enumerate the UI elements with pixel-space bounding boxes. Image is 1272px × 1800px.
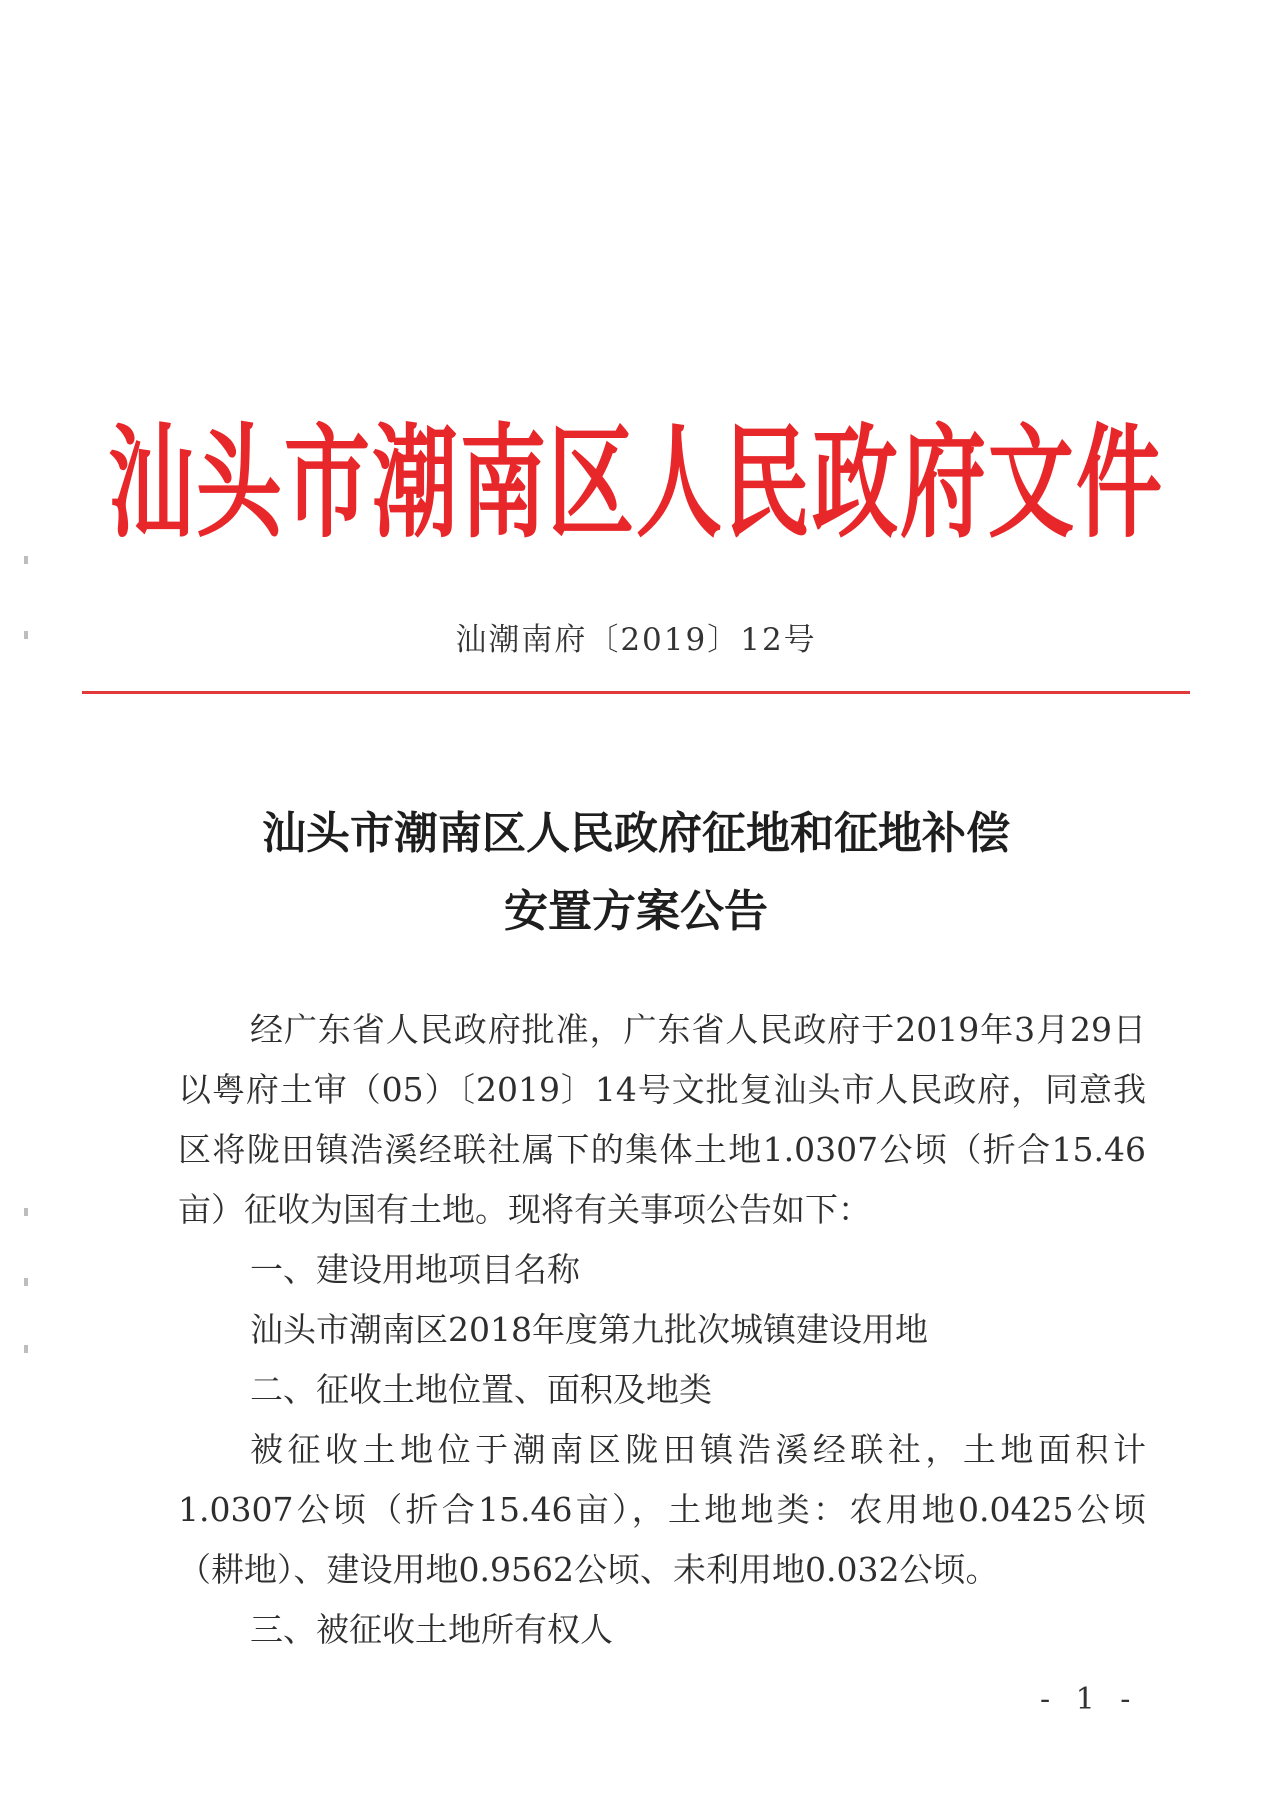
document-title bbox=[0, 795, 1272, 951]
title-line-2: 安置方案公告 bbox=[504, 886, 768, 937]
section-3-heading: 三、被征收土地所有权人 bbox=[250, 1610, 613, 1649]
page-number: - 1 - bbox=[1040, 1682, 1139, 1717]
red-divider-rule bbox=[82, 691, 1190, 694]
scan-margin-mark bbox=[24, 1208, 28, 1216]
section-2-text: 被征收土地位于潮南区陇田镇浩溪经联社，土地面积计1.0307公顷（折合15.46亩），土地地类：农用地0.0425公顷（耕地）、建设用地0.9562公顷、未利用地0.032公顷。 bbox=[178, 1430, 1146, 1589]
scan-margin-mark bbox=[24, 1345, 28, 1353]
section-2-heading: 二、征收土地位置、面积及地类 bbox=[250, 1370, 712, 1409]
document-number: 汕潮南府〔2019〕12号 bbox=[455, 622, 817, 658]
title-line-1: 汕头市潮南区人民政府征地和征地补偿 bbox=[262, 808, 1010, 859]
document-masthead: 汕头市潮南区人民政府文件 bbox=[108, 413, 1164, 556]
section-1-text: 汕头市潮南区2018年度第九批次城镇建设用地 bbox=[250, 1310, 928, 1349]
scan-margin-mark bbox=[24, 1278, 28, 1286]
section-1-heading: 一、建设用地项目名称 bbox=[250, 1250, 580, 1289]
document-body bbox=[178, 1000, 1146, 1660]
intro-paragraph: 经广东省人民政府批准，广东省人民政府于2019年3月29日以粤府土审（05）〔2019〕14号文批复汕头市人民政府，同意我区将陇田镇浩溪经联社属下的集体土地1.0307公顷（折合15.46亩）征收为国有土地。现将有关事项公告如下： bbox=[178, 1010, 1146, 1229]
